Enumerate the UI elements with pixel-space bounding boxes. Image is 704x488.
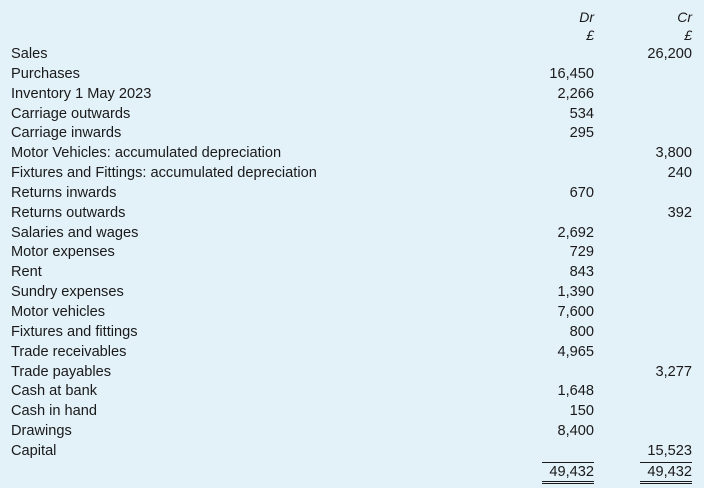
debit-amount: 4,965 [557, 343, 594, 360]
account-name: Drawings [11, 423, 72, 440]
ledger-row [0, 65, 704, 85]
debit-total: 49,432 [542, 462, 594, 484]
credit-amount: 3,277 [655, 363, 692, 380]
debit-amount: 2,692 [557, 224, 594, 241]
account-name: Capital [11, 442, 57, 459]
credit-amount: 26,200 [647, 46, 692, 62]
ledger-row [0, 343, 704, 363]
ledger-row [0, 283, 704, 303]
ledger-row [0, 164, 704, 184]
account-name: Purchases [11, 65, 80, 82]
account-name: Carriage outwards [11, 105, 131, 122]
account-name: Salaries and wages [11, 224, 139, 241]
debit-amount: 843 [569, 264, 594, 281]
account-name: Fixtures and Fittings: accumulated depreciation [11, 165, 317, 182]
account-name: Inventory 1 May 2023 [11, 85, 152, 102]
account-name: Returns inwards [11, 184, 117, 201]
account-name: Trade receivables [11, 343, 127, 360]
account-name: Motor expenses [11, 244, 115, 261]
credit-amount: 240 [667, 165, 692, 182]
ledger-row [0, 85, 704, 105]
debit-amount: 8,400 [557, 423, 594, 440]
account-name: Motor Vehicles: accumulated depreciation [11, 145, 282, 162]
ledger-row [0, 402, 704, 422]
debit-amount: 295 [569, 125, 594, 142]
debit-amount: 670 [569, 184, 594, 201]
debit-amount: 800 [569, 323, 594, 340]
dr-currency-symbol: £ [586, 27, 594, 43]
debit-amount: 7,600 [557, 303, 594, 320]
ledger-row [0, 144, 704, 164]
account-name: Sales [11, 46, 48, 62]
ledger-row [0, 243, 704, 263]
debit-amount: 1,648 [557, 383, 594, 400]
debit-amount: 2,266 [557, 85, 594, 102]
account-name: Cash in hand [11, 403, 98, 420]
credit-total: 49,432 [640, 462, 692, 484]
ledger-row [0, 422, 704, 442]
ledger-row [0, 382, 704, 402]
debit-amount: 729 [569, 244, 594, 261]
cr-currency-symbol: £ [684, 27, 692, 43]
account-name: Sundry expenses [11, 284, 124, 301]
ledger-row [0, 442, 704, 462]
debit-amount: 1,390 [557, 284, 594, 301]
ledger-row [0, 224, 704, 244]
account-name: Motor vehicles [11, 303, 106, 320]
account-name: Returns outwards [11, 204, 126, 221]
account-name: Carriage inwards [11, 125, 122, 142]
account-name: Rent [11, 264, 42, 281]
ledger-row [0, 204, 704, 224]
dr-column-header: Dr [579, 9, 594, 25]
totals-row [0, 462, 704, 482]
ledger-row [0, 184, 704, 204]
ledger-row [0, 105, 704, 125]
ledger-row [0, 303, 704, 323]
debit-amount: 16,450 [549, 65, 594, 82]
ledger-row [0, 323, 704, 343]
account-name: Cash at bank [11, 383, 97, 400]
ledger-rows [0, 45, 704, 482]
debit-amount: 534 [569, 105, 594, 122]
ledger-row [0, 363, 704, 383]
account-name: Trade payables [11, 363, 112, 380]
ledger-row [0, 45, 704, 65]
credit-amount: 15,523 [647, 442, 692, 459]
debit-amount: 150 [569, 403, 594, 420]
account-name: Fixtures and fittings [11, 323, 138, 340]
ledger-row [0, 124, 704, 144]
cr-column-header: Cr [677, 9, 692, 25]
credit-amount: 392 [667, 204, 692, 221]
ledger-row [0, 263, 704, 283]
credit-amount: 3,800 [655, 145, 692, 162]
